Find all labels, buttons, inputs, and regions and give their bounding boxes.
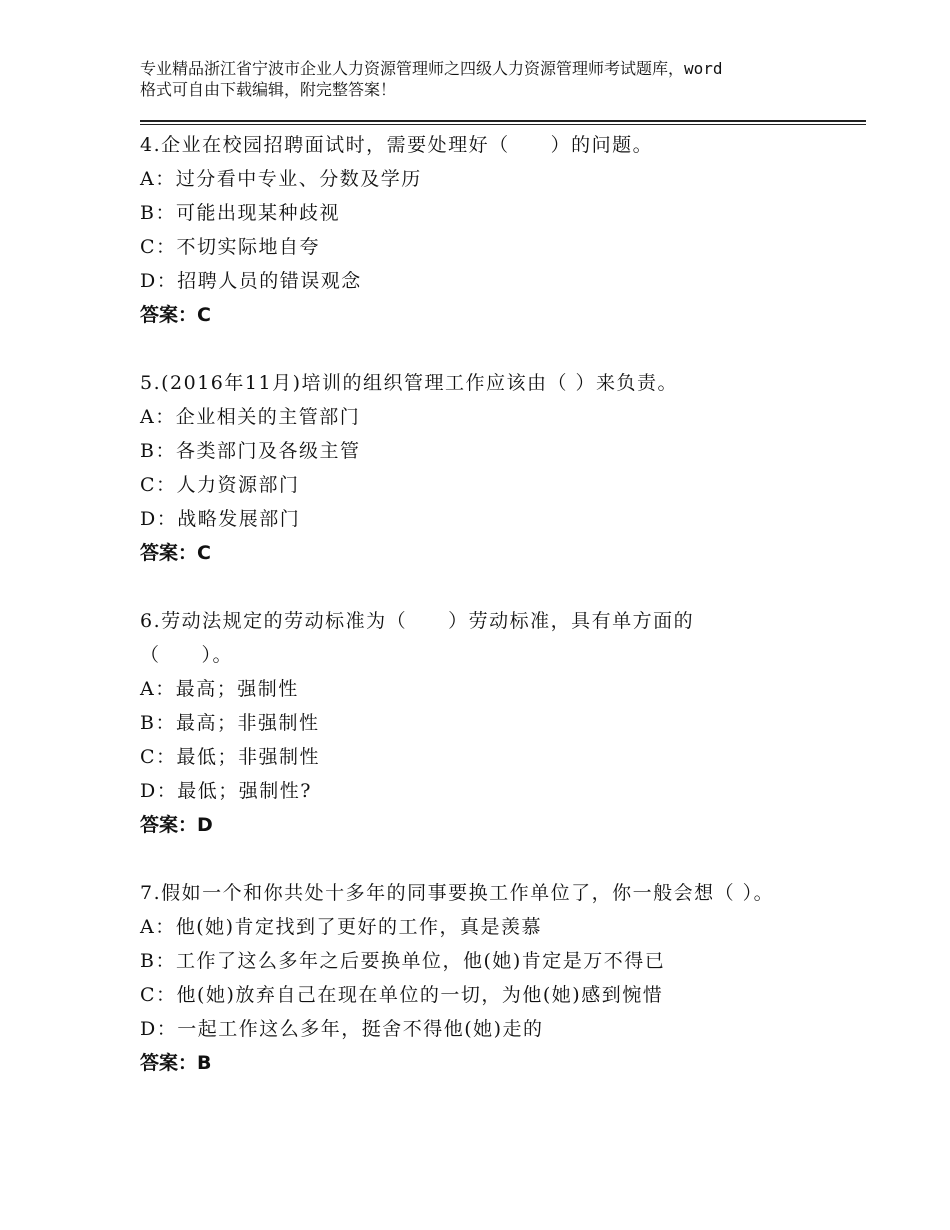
answer-label: 答案：B bbox=[140, 1052, 212, 1074]
question-4 bbox=[140, 128, 840, 332]
option-a: A：最高；强制性 bbox=[140, 678, 299, 700]
option-d: D：一起工作这么多年，挺舍不得他(她)走的 bbox=[140, 1018, 544, 1040]
option-b: B：各类部门及各级主管 bbox=[140, 440, 361, 462]
question-7 bbox=[140, 876, 840, 1080]
option-b: B：最高；非强制性 bbox=[140, 712, 320, 734]
header-rule-thin bbox=[140, 124, 866, 125]
option-d: D：招聘人员的错误观念 bbox=[140, 270, 362, 292]
option-c: C：人力资源部门 bbox=[140, 474, 300, 496]
header-line-1: 专业精品浙江省宁波市企业人力资源管理师之四级人力资源管理师考试题库，word bbox=[140, 59, 723, 78]
header-rule-thick bbox=[140, 120, 866, 122]
question-list bbox=[140, 128, 840, 1114]
option-c: C：不切实际地自夸 bbox=[140, 236, 321, 258]
option-a: A：他(她)肯定找到了更好的工作，真是羡慕 bbox=[140, 916, 543, 938]
option-c: C：最低；非强制性 bbox=[140, 746, 321, 768]
question-stem: 6.劳动法规定的劳动标准为（ ）劳动标准，具有单方面的（ ）。 bbox=[140, 610, 695, 666]
answer-label: 答案：D bbox=[140, 814, 213, 836]
option-b: B：可能出现某种歧视 bbox=[140, 202, 340, 224]
question-5 bbox=[140, 366, 840, 570]
question-stem: 7.假如一个和你共处十多年的同事要换工作单位了，你一般会想（ ）。 bbox=[140, 882, 775, 904]
question-stem: 5.(2016年11月)培训的组织管理工作应该由（ ）来负责。 bbox=[140, 372, 679, 394]
option-b: B：工作了这么多年之后要换单位，他(她)肯定是万不得已 bbox=[140, 950, 666, 972]
answer-label: 答案：C bbox=[140, 304, 211, 326]
option-a: A：过分看中专业、分数及学历 bbox=[140, 168, 422, 190]
question-stem: 4.企业在校园招聘面试时，需要处理好（ ）的问题。 bbox=[140, 134, 654, 156]
option-d: D：最低；强制性? bbox=[140, 780, 312, 802]
option-a: A：企业相关的主管部门 bbox=[140, 406, 361, 428]
question-6 bbox=[140, 604, 840, 842]
header-line-2: 格式可自由下载编辑，附完整答案！ bbox=[140, 80, 397, 99]
option-c: C：他(她)放弃自己在现在单位的一切，为他(她)感到惋惜 bbox=[140, 984, 664, 1006]
document-header bbox=[140, 58, 840, 100]
option-d: D：战略发展部门 bbox=[140, 508, 301, 530]
answer-label: 答案：C bbox=[140, 542, 211, 564]
